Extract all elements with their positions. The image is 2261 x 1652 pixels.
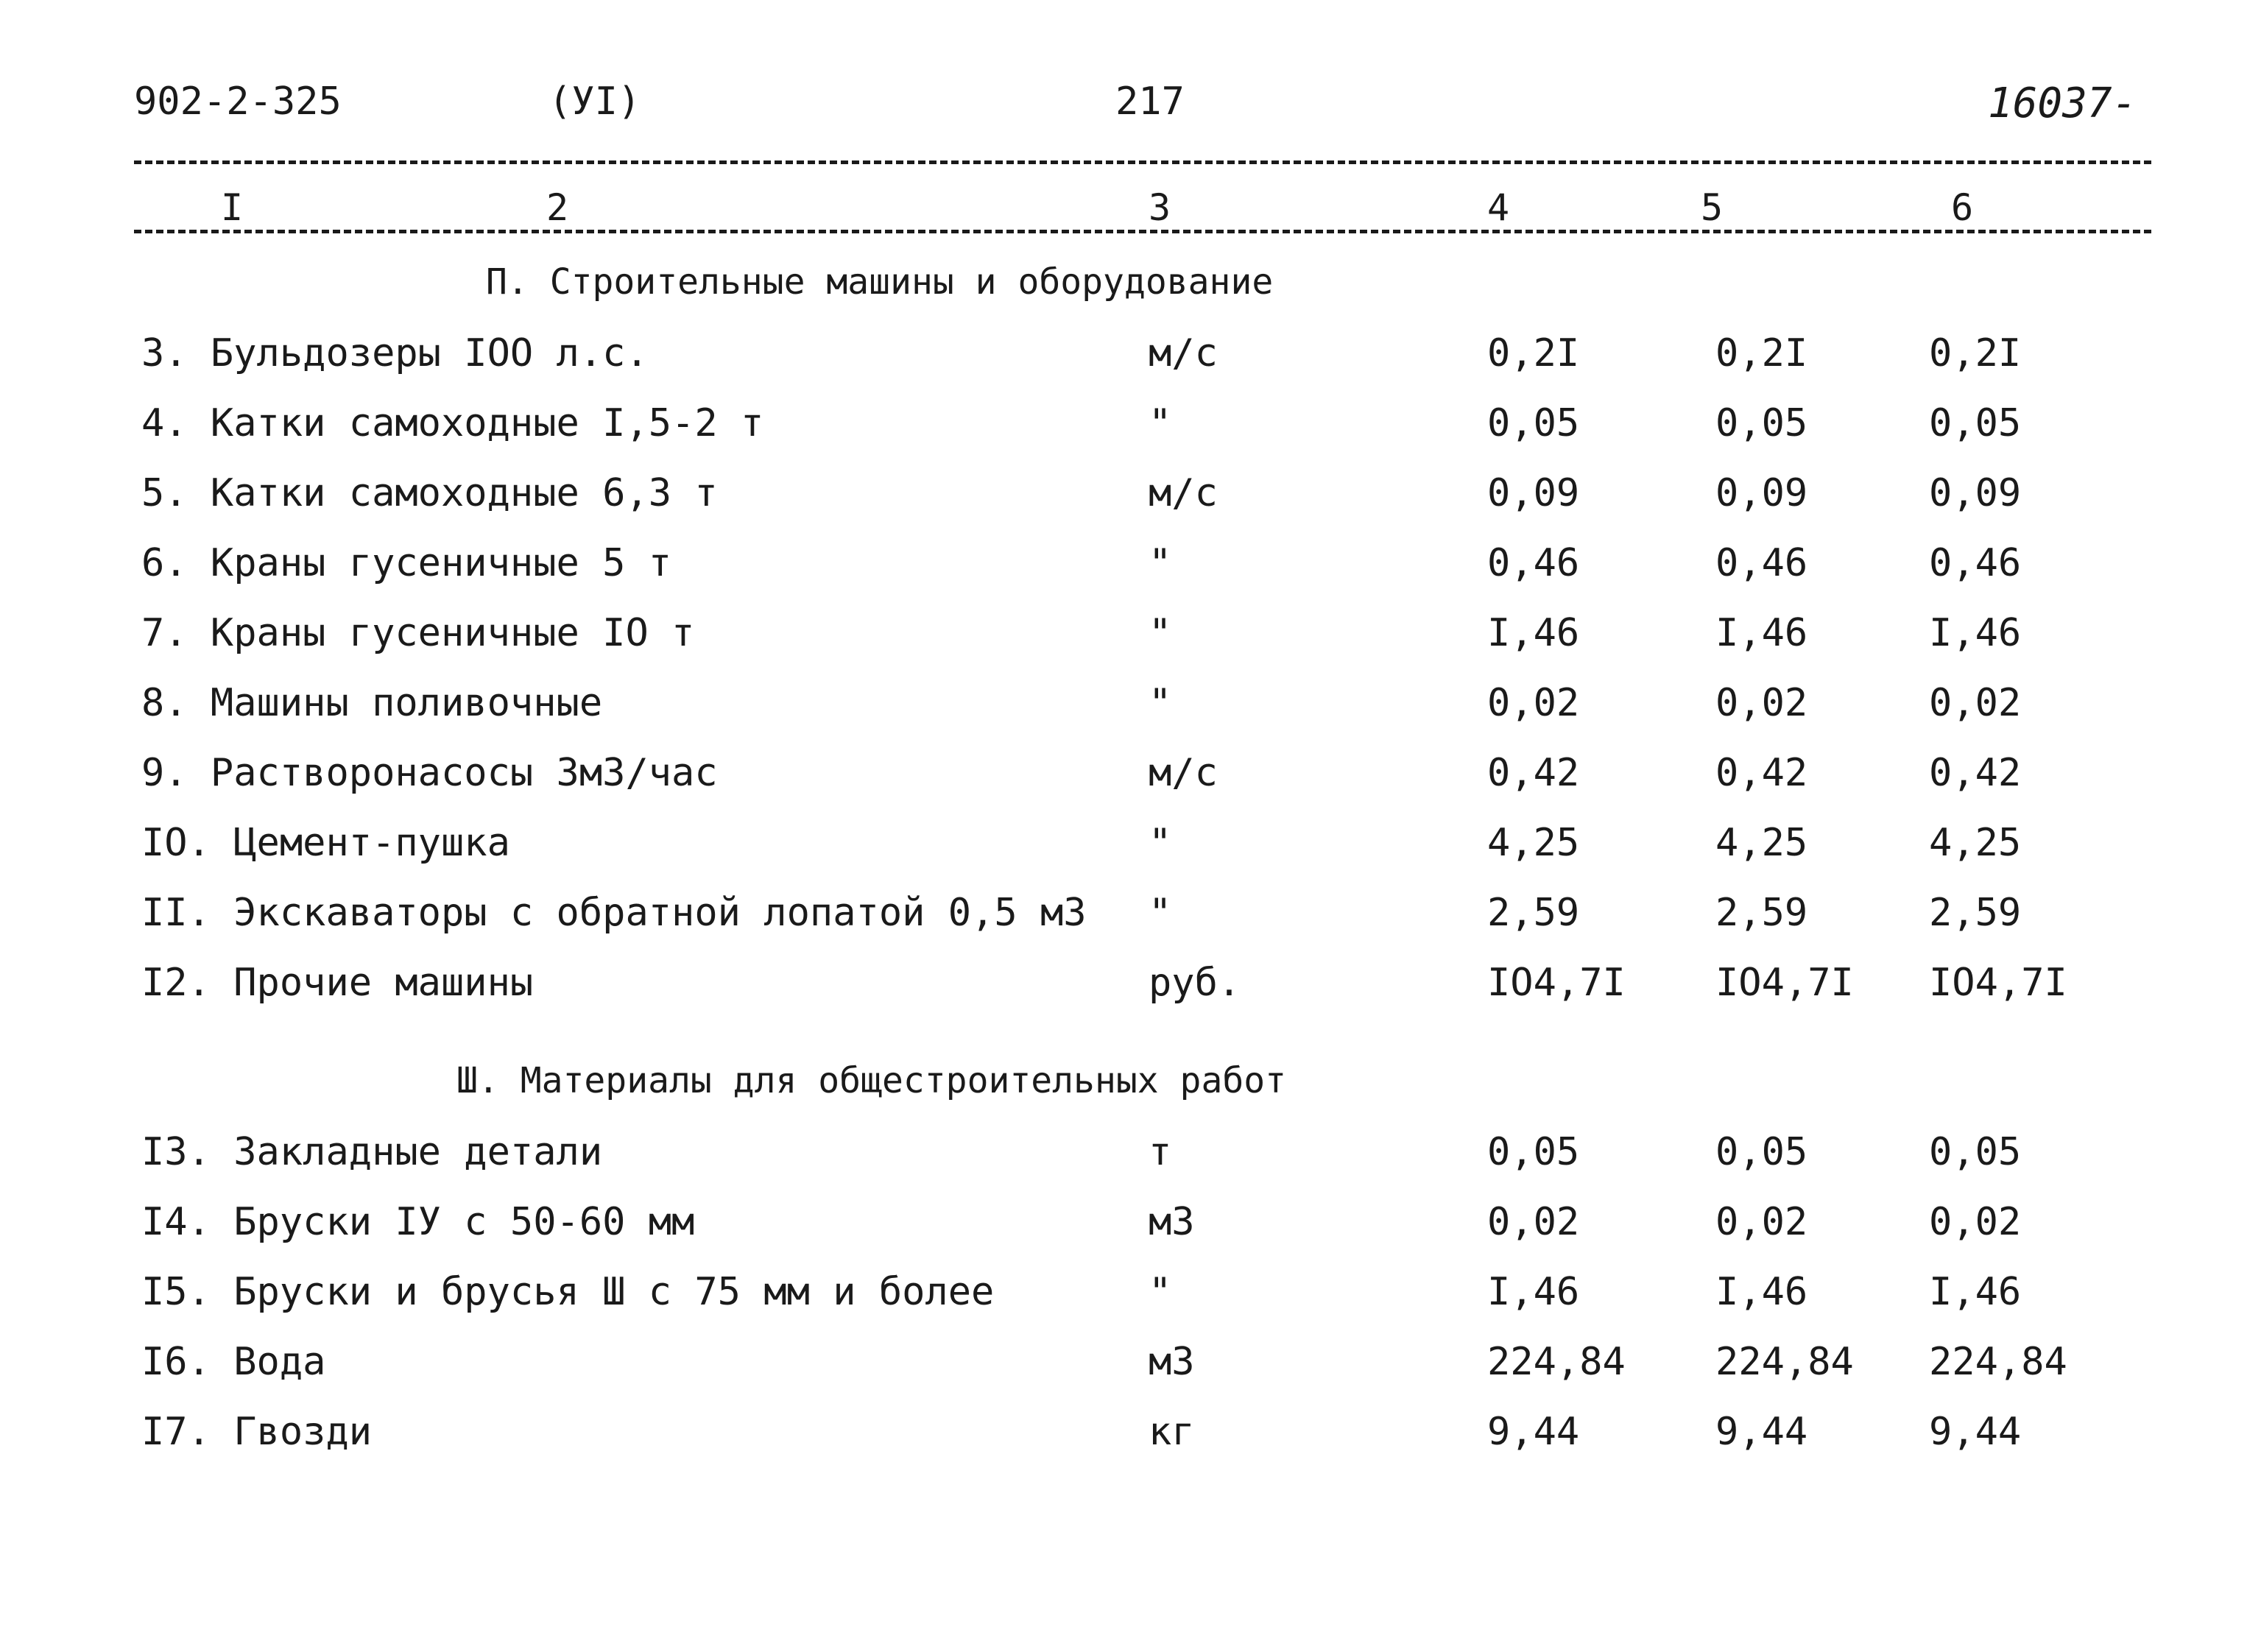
row-value-6: I,46 xyxy=(1929,1270,2022,1314)
row-value-5: IO4,7I xyxy=(1715,961,1854,1005)
row-value-5: 0,05 xyxy=(1715,401,1808,445)
column-number-1: I xyxy=(221,186,244,229)
row-value-5: I,46 xyxy=(1715,611,1808,655)
row-value-4: 4,25 xyxy=(1487,821,1580,865)
row-value-6: 0,02 xyxy=(1929,1200,2022,1244)
row-value-4: 0,05 xyxy=(1487,401,1580,445)
column-header-divider xyxy=(134,230,2151,233)
row-value-6: 0,05 xyxy=(1929,1130,2022,1174)
row-value-6: 0,02 xyxy=(1929,681,2022,725)
row-name: II. Экскаваторы с обратной лопатой 0,5 м3 xyxy=(141,891,1087,935)
table-row xyxy=(0,891,2261,957)
table-row xyxy=(0,751,2261,817)
row-name: I4. Бруски IУ с 50-60 мм xyxy=(141,1200,695,1244)
row-name: I5. Бруски и брусья Ш с 75 мм и более xyxy=(141,1270,995,1314)
row-unit: " xyxy=(1149,891,1172,935)
row-name: 8. Машины поливочные xyxy=(141,681,603,725)
section-code: (УI) xyxy=(549,80,641,124)
row-value-4: I,46 xyxy=(1487,611,1580,655)
table-row xyxy=(0,681,2261,747)
row-value-6: 4,25 xyxy=(1929,821,2022,865)
row-unit: м/с xyxy=(1149,331,1218,375)
row-unit: м/с xyxy=(1149,471,1218,515)
row-value-6: 0,09 xyxy=(1929,471,2022,515)
table-row xyxy=(0,1130,2261,1196)
row-value-6: 0,2I xyxy=(1929,331,2022,375)
table-row xyxy=(0,1410,2261,1476)
row-unit: " xyxy=(1149,1270,1172,1314)
row-value-6: I,46 xyxy=(1929,611,2022,655)
row-name: I6. Вода xyxy=(141,1340,326,1384)
sheet-code: 16037- xyxy=(1988,80,2137,127)
table-row xyxy=(0,331,2261,398)
row-name: IO. Цемент-пушка xyxy=(141,821,510,865)
row-value-5: 2,59 xyxy=(1715,891,1808,935)
table-row xyxy=(0,401,2261,467)
table-row xyxy=(0,821,2261,887)
row-value-5: 0,02 xyxy=(1715,1200,1808,1244)
column-number-3: 3 xyxy=(1149,186,1171,229)
row-value-4: I,46 xyxy=(1487,1270,1580,1314)
row-name: 9. Растворонасосы 3м3/час xyxy=(141,751,718,795)
table-row xyxy=(0,1340,2261,1406)
row-value-6: 0,05 xyxy=(1929,401,2022,445)
row-value-4: 2,59 xyxy=(1487,891,1580,935)
column-number-6: 6 xyxy=(1951,186,1974,229)
table-row xyxy=(0,611,2261,677)
row-value-5: 0,42 xyxy=(1715,751,1808,795)
row-name: I3. Закладные детали xyxy=(141,1130,603,1174)
table-row xyxy=(0,1270,2261,1336)
row-value-6: 0,42 xyxy=(1929,751,2022,795)
row-name: 5. Катки самоходные 6,3 т xyxy=(141,471,718,515)
row-unit: кг xyxy=(1149,1410,1195,1454)
row-value-5: 0,09 xyxy=(1715,471,1808,515)
row-name: 4. Катки самоходные I,5-2 т xyxy=(141,401,764,445)
row-name: I7. Гвозди xyxy=(141,1410,373,1454)
column-number-4: 4 xyxy=(1487,186,1510,229)
row-unit: м/с xyxy=(1149,751,1218,795)
table-row xyxy=(0,541,2261,607)
row-unit: т xyxy=(1149,1130,1172,1174)
table-row xyxy=(0,961,2261,1027)
row-value-4: 0,02 xyxy=(1487,681,1580,725)
row-value-5: 9,44 xyxy=(1715,1410,1808,1454)
row-name: 3. Бульдозеры IOO л.с. xyxy=(141,331,649,375)
row-name: I2. Прочие машины xyxy=(141,961,534,1005)
row-value-5: 0,05 xyxy=(1715,1130,1808,1174)
row-value-5: 0,02 xyxy=(1715,681,1808,725)
row-value-5: 4,25 xyxy=(1715,821,1808,865)
row-value-6: IO4,7I xyxy=(1929,961,2067,1005)
table-row xyxy=(0,1200,2261,1266)
row-value-6: 9,44 xyxy=(1929,1410,2022,1454)
row-value-5: 0,2I xyxy=(1715,331,1808,375)
row-name: 6. Краны гусеничные 5 т xyxy=(141,541,672,585)
row-value-4: 0,05 xyxy=(1487,1130,1580,1174)
row-value-4: 9,44 xyxy=(1487,1410,1580,1454)
row-value-4: 0,46 xyxy=(1487,541,1580,585)
row-value-5: 224,84 xyxy=(1715,1340,1854,1384)
row-value-6: 0,46 xyxy=(1929,541,2022,585)
column-number-2: 2 xyxy=(546,186,569,229)
row-unit: " xyxy=(1149,401,1172,445)
table-row xyxy=(0,471,2261,537)
column-number-5: 5 xyxy=(1701,186,1724,229)
row-value-4: 0,02 xyxy=(1487,1200,1580,1244)
row-name: 7. Краны гусеничные IO т xyxy=(141,611,695,655)
doc-code: 902-2-325 xyxy=(134,80,342,124)
row-value-4: 0,09 xyxy=(1487,471,1580,515)
row-unit: " xyxy=(1149,821,1172,865)
row-value-4: IO4,7I xyxy=(1487,961,1626,1005)
row-value-4: 0,2I xyxy=(1487,331,1580,375)
row-unit: " xyxy=(1149,541,1172,585)
row-value-4: 224,84 xyxy=(1487,1340,1626,1384)
row-unit: м3 xyxy=(1149,1340,1195,1384)
row-unit: руб. xyxy=(1149,961,1241,1005)
row-unit: " xyxy=(1149,611,1172,655)
row-unit: м3 xyxy=(1149,1200,1195,1244)
top-divider xyxy=(134,160,2151,164)
row-value-6: 2,59 xyxy=(1929,891,2022,935)
section-title-machines: П. Строительные машины и оборудование xyxy=(486,261,1274,303)
row-value-5: 0,46 xyxy=(1715,541,1808,585)
row-value-5: I,46 xyxy=(1715,1270,1808,1314)
row-value-6: 224,84 xyxy=(1929,1340,2067,1384)
row-value-4: 0,42 xyxy=(1487,751,1580,795)
section-title-materials: Ш. Материалы для общестроительных работ xyxy=(456,1060,1287,1101)
page-number: 217 xyxy=(1115,80,1185,124)
row-unit: " xyxy=(1149,681,1172,725)
